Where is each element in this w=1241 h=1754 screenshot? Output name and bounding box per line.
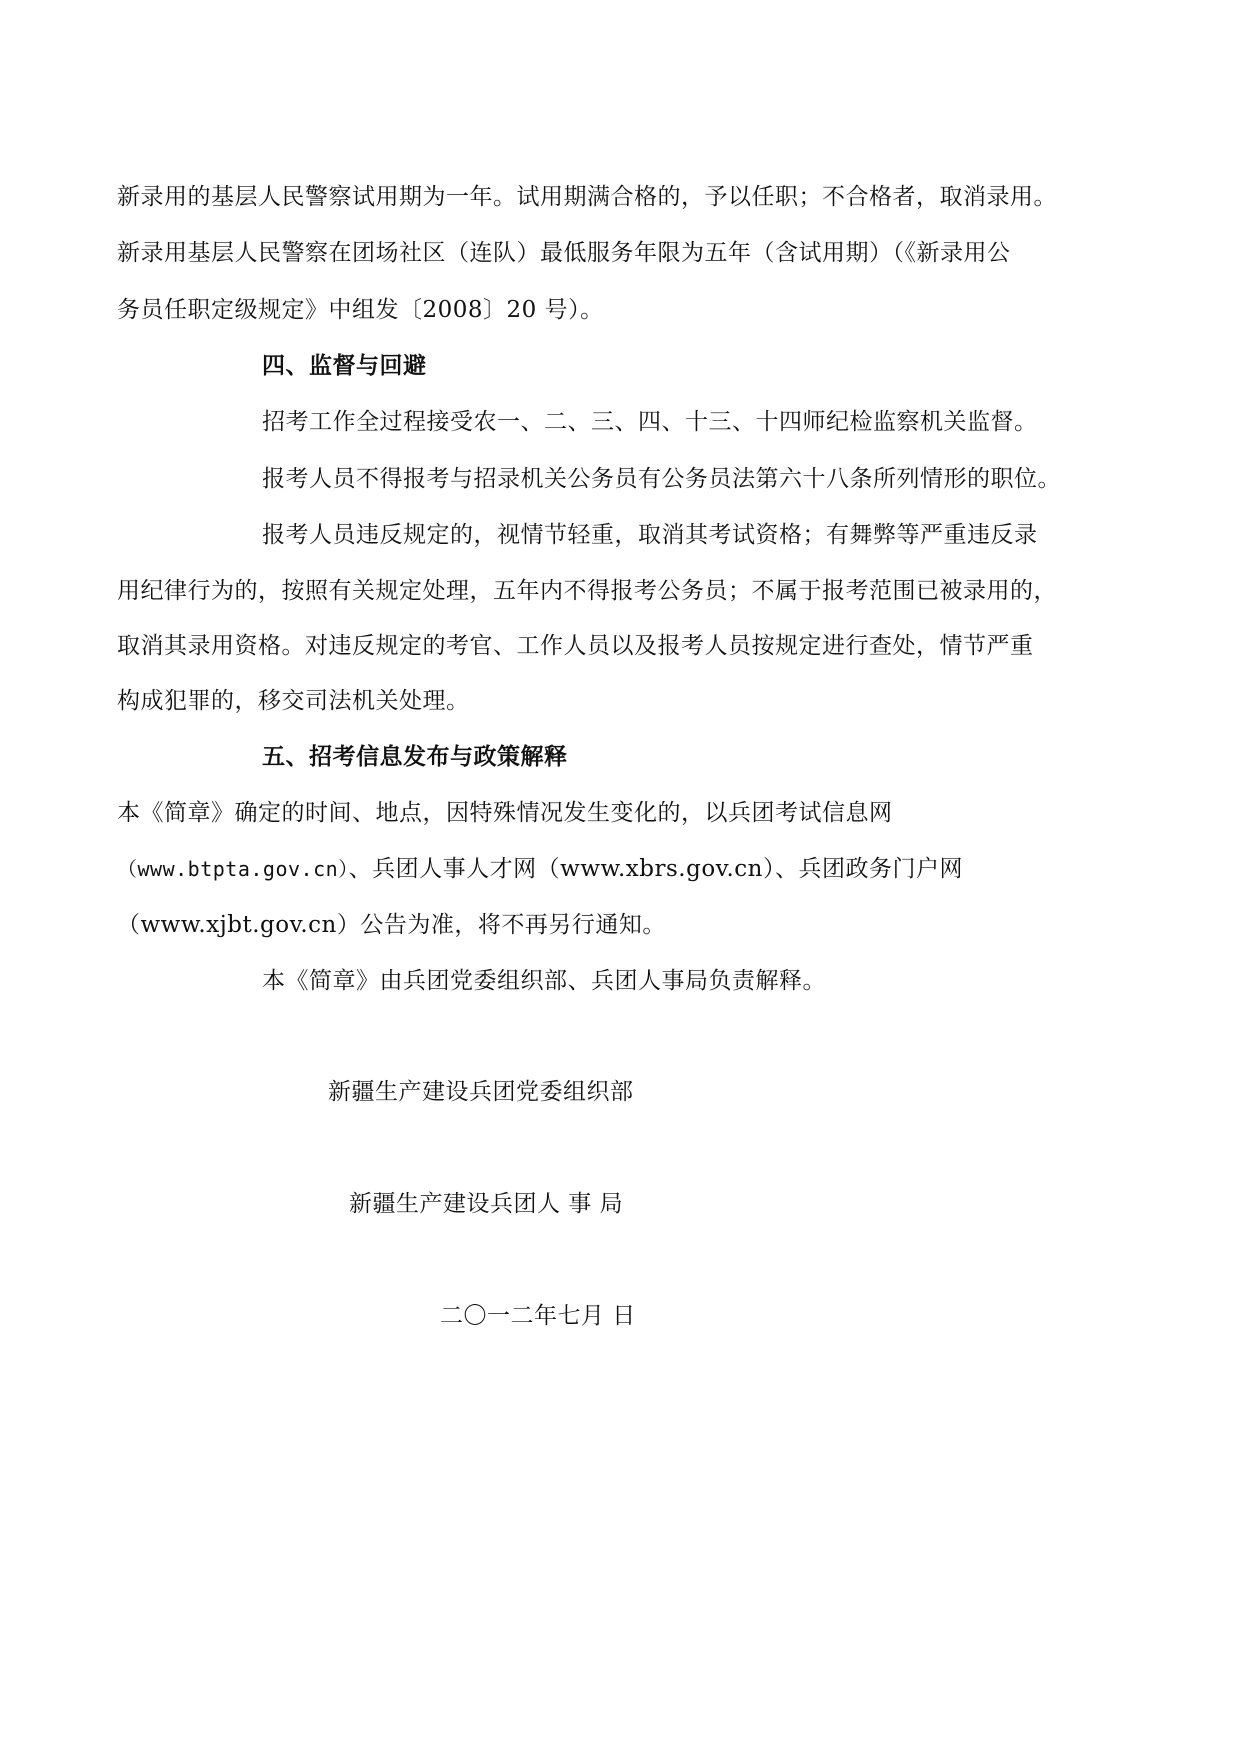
body-line: 新录用基层人民警察在团场社区（连队）最低服务年限为五年（含试用期）（《新录用公 bbox=[117, 240, 1011, 266]
body-line: 新录用的基层人民警察试用期为一年。试用期满合格的，予以任职；不合格者，取消录用。 bbox=[117, 184, 1057, 210]
signature-date: 二〇一二年七月 日 bbox=[440, 1303, 636, 1329]
body-text: 、兵团人事人才网（www.xbrs.gov.cn）、兵团政务门户网 bbox=[348, 856, 963, 882]
body-line: 构成犯罪的，移交司法机关处理。 bbox=[117, 688, 470, 714]
body-line: 用纪律行为的，按照有关规定处理，五年内不得报考公务员；不属于报考范围已被录用的， bbox=[117, 578, 1057, 604]
body-line: 招考工作全过程接受农一、二、三、四、十三、十四师纪检监察机关监督。 bbox=[262, 409, 1038, 435]
body-line: 务员任职定级规定》中组发〔2008〕20 号）。 bbox=[117, 297, 604, 323]
section-heading-supervision: 四、监督与回避 bbox=[262, 353, 427, 379]
body-line: 报考人员不得报考与招录机关公务员有公务员法第六十八条所列情形的职位。 bbox=[262, 466, 1061, 492]
body-line bbox=[117, 854, 963, 884]
body-line: 本《简章》由兵团党委组织部、兵团人事局负责解释。 bbox=[262, 968, 826, 994]
url-text: （www.btpta.gov.cn） bbox=[117, 857, 349, 881]
signature-org-2: 新疆生产建设兵团人 事 局 bbox=[349, 1191, 624, 1217]
body-line: 取消其录用资格。对违反规定的考官、工作人员以及报考人员按规定进行查处，情节严重 bbox=[117, 633, 1034, 659]
signature-org-1: 新疆生产建设兵团党委组织部 bbox=[328, 1079, 634, 1105]
body-line: （www.xjbt.gov.cn）公告为准，将不再另行通知。 bbox=[117, 912, 666, 938]
body-line: 报考人员违反规定的，视情节轻重，取消其考试资格；有舞弊等严重违反录 bbox=[262, 522, 1038, 548]
section-heading-info-release: 五、招考信息发布与政策解释 bbox=[262, 744, 568, 770]
body-line: 本《简章》确定的时间、地点，因特殊情况发生变化的，以兵团考试信息网 bbox=[117, 800, 893, 826]
